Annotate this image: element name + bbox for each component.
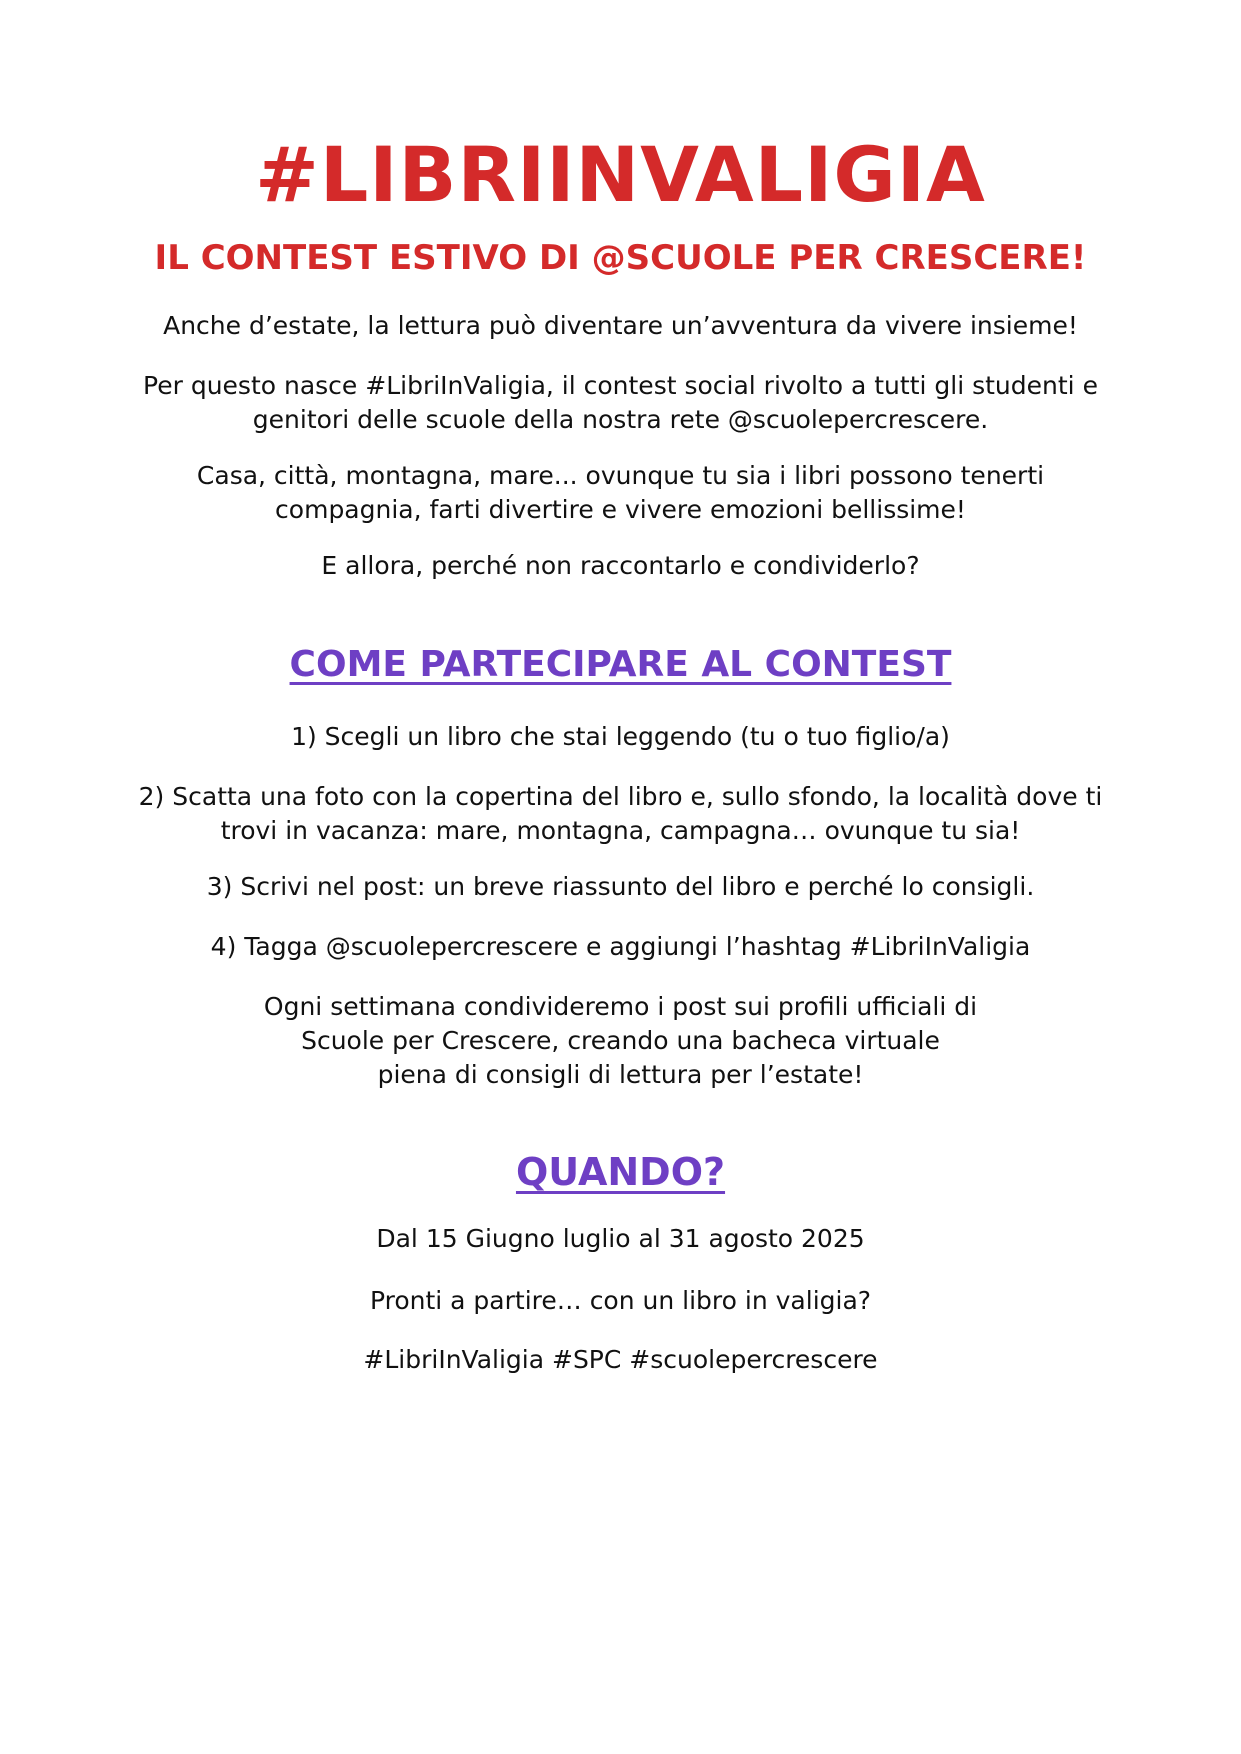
contest-dates: Dal 15 Giugno luglio al 31 agosto 2025 (376, 1224, 865, 1253)
step-2 (60, 780, 1181, 848)
step-3: 3) Scrivi nel post: un breve riassunto del libro e perché lo consigli. (206, 872, 1035, 901)
how-to-participate-heading (0, 642, 1241, 688)
intro-paragraph-2 (60, 369, 1181, 437)
intro-paragraph-1: Anche d’estate, la lettura può diventare un’avventura da vivere insieme! (163, 311, 1078, 340)
step-4: 4) Tagga @scuolepercrescere e aggiungi l’hashtag #LibriInValigia (210, 932, 1031, 961)
closing-line: Pronti a partire… con un libro in valigia? (369, 1286, 872, 1315)
when-heading (0, 1148, 1241, 1196)
sharing-note-line-2: Scuole per Crescere, creando una bacheca virtuale (301, 1026, 940, 1055)
page-title: #LIBRIINVALIGIA (255, 130, 986, 219)
step-2-line-2: trovi in vacanza: mare, montagna, campagna… ovunque tu sia! (220, 816, 1021, 845)
intro-paragraph-2-line-2: genitori delle scuole della nostra rete @scuolepercrescere. (252, 405, 989, 434)
intro-paragraph-3 (60, 459, 1181, 527)
step-1: 1) Scegli un libro che stai leggendo (tu o tuo figlio/a) (291, 722, 950, 751)
sharing-note-line-3: piena di consigli di lettura per l’estate! (377, 1060, 864, 1089)
intro-paragraph-3-line-2: compagnia, farti divertire e vivere emozioni bellissime! (275, 495, 966, 524)
intro-paragraph-2-line-1: Per questo nasce #LibriInValigia, il contest social rivolto a tutti gli studenti e (143, 371, 1098, 400)
sharing-note (60, 990, 1181, 1092)
intro-paragraph-4: E allora, perché non raccontarlo e condividerlo? (321, 551, 920, 580)
when-heading-text: QUANDO? (515, 1150, 726, 1194)
page-subtitle: IL CONTEST ESTIVO DI @SCUOLE PER CRESCERE! (154, 238, 1087, 278)
step-2-line-1: 2) Scatta una foto con la copertina del libro e, sullo sfondo, la località dove ti (138, 782, 1103, 811)
intro-paragraph-3-line-1: Casa, città, montagna, mare... ovunque tu sia i libri possono tenerti (196, 461, 1045, 490)
how-to-participate-heading-text: COME PARTECIPARE AL CONTEST (289, 644, 952, 685)
hashtags-line: #LibriInValigia #SPC #scuolepercrescere (363, 1345, 878, 1374)
sharing-note-line-1: Ogni settimana condivideremo i post sui profili ufficiali di (263, 992, 978, 1021)
